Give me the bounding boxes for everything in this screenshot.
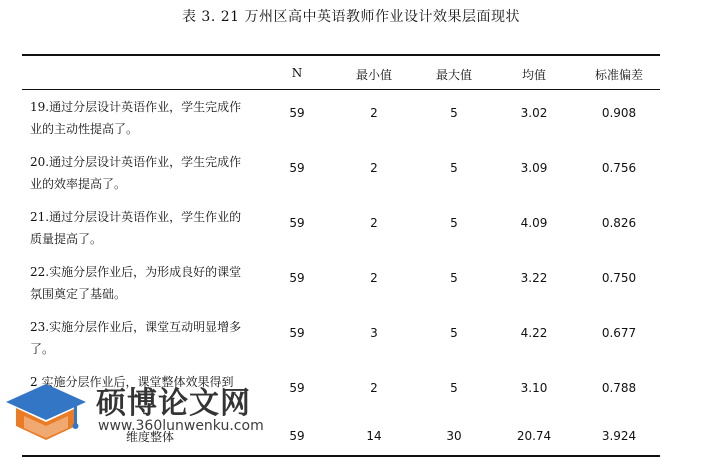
row-label-line: 23.实施分层作业后，课堂互动明显增多 [30, 320, 242, 334]
header-min: 最小值 [355, 68, 392, 82]
cell-sd: 0.677 [601, 326, 637, 340]
row-label-line: 氛围奠定了基础。 [30, 287, 127, 301]
table-row [22, 147, 660, 201]
cell-min: 2 [370, 381, 378, 395]
row-label [30, 261, 270, 305]
cell-sd: 3.924 [601, 429, 637, 443]
row-label-line: 2 实施分层作业后，课堂整体效果得到 [30, 375, 234, 389]
table-title: 表 3. 21 万州区高中英语教师作业设计效果层面现状 [181, 9, 521, 25]
cell-max: 5 [450, 326, 458, 340]
graduation-cap-logo-icon [4, 382, 88, 444]
cell-mean: 3.10 [520, 381, 548, 395]
cell-max: 5 [450, 381, 458, 395]
cell-n: 59 [289, 326, 305, 340]
cell-sd: 0.908 [601, 106, 637, 120]
table-row [22, 202, 660, 256]
cell-n: 59 [289, 106, 305, 120]
cell-min: 2 [370, 106, 378, 120]
watermark-url: www.360lunwenku.com [98, 418, 264, 434]
table-row [22, 312, 660, 366]
cell-min: 2 [370, 216, 378, 230]
header-sd: 标准偏差 [594, 68, 643, 82]
cell-min: 3 [370, 326, 378, 340]
cell-max: 5 [450, 271, 458, 285]
cell-sd: 0.788 [601, 381, 637, 395]
header-n: N [291, 66, 303, 80]
row-label-line: 22.实施分层作业后，为形成良好的课堂 [30, 265, 242, 279]
row-label-line: 21.通过分层设计英语作业，学生作业的 [30, 210, 242, 224]
cell-min: 2 [370, 161, 378, 175]
cell-min: 14 [366, 429, 382, 443]
cell-sd: 0.756 [601, 161, 637, 175]
cell-n: 59 [289, 381, 305, 395]
header-mean: 均值 [521, 68, 546, 82]
cell-max: 5 [450, 106, 458, 120]
cell-min: 2 [370, 271, 378, 285]
table-row [22, 92, 660, 146]
cell-mean: 3.02 [520, 106, 548, 120]
row-label-line: 20.通过分层设计英语作业，学生完成作 [30, 155, 242, 169]
cell-mean: 4.22 [520, 326, 548, 340]
watermark [4, 378, 264, 444]
cell-mean: 3.22 [520, 271, 548, 285]
cell-mean: 4.09 [520, 216, 548, 230]
table-top-rule [22, 54, 660, 56]
cell-max: 30 [446, 429, 462, 443]
cell-n: 59 [289, 271, 305, 285]
cell-n: 59 [289, 216, 305, 230]
cell-mean: 3.09 [520, 161, 548, 175]
watermark-title: 硕博论文网 [96, 386, 251, 421]
table-row [22, 257, 660, 311]
cell-max: 5 [450, 161, 458, 175]
header-max: 最大值 [435, 68, 472, 82]
row-label [30, 151, 270, 195]
summary-label: 维度整体 [125, 430, 174, 444]
row-label [30, 316, 270, 360]
row-label-line: 19.通过分层设计英语作业，学生完成作 [30, 100, 242, 114]
row-label-line: 业的主动性提高了。 [30, 122, 139, 136]
row-label-line: 了。 [30, 342, 55, 356]
row-label [30, 96, 270, 140]
table-header-rule [22, 89, 660, 90]
row-label-line: 业的效率提高了。 [30, 177, 127, 191]
cell-sd: 0.826 [601, 216, 637, 230]
cell-n: 59 [289, 429, 305, 443]
cell-n: 59 [289, 161, 305, 175]
cell-sd: 0.750 [601, 271, 637, 285]
row-label [30, 206, 270, 250]
cell-mean: 20.74 [516, 429, 552, 443]
row-label-line: 质量提高了。 [30, 232, 103, 246]
cell-max: 5 [450, 216, 458, 230]
